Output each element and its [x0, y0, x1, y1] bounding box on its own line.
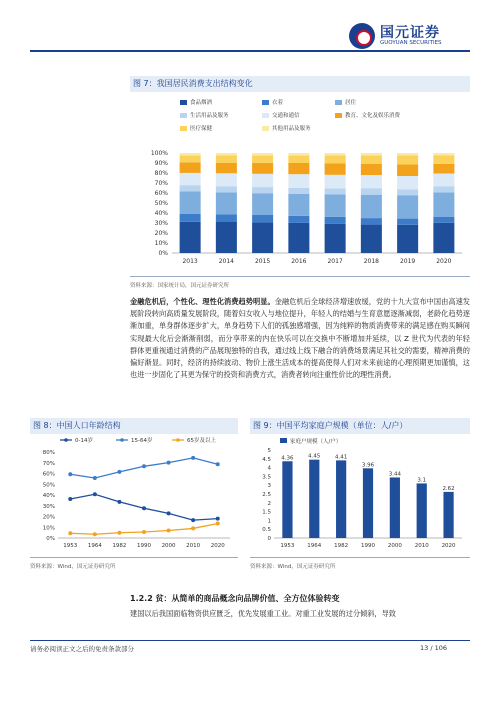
legend-label: 食品烟酒: [190, 100, 213, 106]
legend-label: 家庭户规模（人/户）: [290, 439, 342, 445]
series-point: [167, 528, 171, 532]
fig7-legend-item: [180, 111, 229, 119]
x-tick-label: 1990: [361, 543, 375, 549]
bar-segment: [325, 153, 346, 156]
legend-swatch: [180, 100, 187, 105]
x-tick-label: 2018: [363, 258, 380, 265]
fig7-legend-item: [180, 98, 212, 106]
bar-segment: [433, 153, 454, 155]
bar-segment: [288, 216, 309, 223]
bar-segment: [325, 163, 346, 174]
x-tick-label: 1990: [137, 543, 151, 549]
data-label: 4.45: [308, 453, 321, 460]
bar-segment: [397, 219, 418, 225]
series-point: [93, 476, 97, 480]
legend-label: 衣着: [272, 100, 284, 106]
section-heading: 1.2.2 贫：从简单的商品概念向品牌价值、全方位体验转变: [130, 594, 340, 603]
bar-segment: [252, 187, 273, 193]
data-label: 3.44: [388, 471, 401, 478]
bar-segment: [433, 155, 454, 164]
y-tick-label: 10%: [154, 240, 168, 247]
fig7-legend-item: [335, 111, 400, 119]
legend-label: 居住: [345, 100, 357, 106]
fig8-line-chart: [30, 436, 238, 556]
data-label: 4.36: [281, 455, 294, 462]
body-paragraph: [130, 296, 470, 381]
y-tick-label: 70%: [154, 180, 168, 187]
bar-segment: [433, 217, 454, 223]
bar-segment: [433, 174, 454, 187]
bar-segment: [216, 163, 237, 174]
x-tick-label: 2016: [291, 258, 307, 265]
legend-swatch: [180, 126, 187, 131]
series-point: [93, 532, 97, 536]
fig7-source: 资料来源：国家统计局，国元证券研究所: [130, 283, 230, 289]
legend-swatch: [262, 113, 269, 118]
series-point: [68, 472, 72, 476]
series-point: [142, 530, 146, 534]
y-tick-label: 3.5: [262, 474, 271, 481]
bar-segment: [325, 188, 346, 194]
y-tick-label: 10%: [42, 525, 55, 532]
series-point: [142, 464, 146, 468]
page-number: 13 / 106: [420, 644, 447, 652]
y-tick-label: 0%: [46, 536, 55, 542]
logo-emblem-icon: [349, 23, 375, 49]
fig7-rule: [130, 276, 470, 277]
bar-segment: [288, 194, 309, 216]
fig7-legend-item: [180, 124, 212, 132]
y-tick-label: 2: [267, 500, 271, 507]
bar-segment: [397, 156, 418, 165]
series-point: [216, 521, 220, 525]
data-label: 4.41: [335, 454, 348, 461]
y-tick-label: 2.5: [262, 492, 271, 498]
bar-segment: [288, 163, 309, 174]
logo-name-cn: 国元证券: [380, 25, 440, 41]
y-tick-label: 0%: [158, 250, 168, 257]
y-tick-label: 40%: [42, 493, 55, 499]
bar-segment: [397, 195, 418, 218]
y-tick-label: 90%: [154, 160, 168, 167]
y-tick-label: 80%: [42, 450, 55, 456]
bar-segment: [216, 156, 237, 163]
bar-segment: [216, 222, 237, 253]
legend-marker: [64, 438, 68, 442]
bar-segment: [288, 188, 309, 194]
bar-segment: [252, 153, 273, 155]
bar: [336, 460, 346, 538]
company-logo: [349, 22, 471, 52]
legend-swatch: [335, 113, 342, 118]
x-tick-label: 2020: [210, 543, 225, 549]
legend-label: 教育、文化及娱乐消费: [345, 113, 401, 119]
header-rule: [30, 50, 470, 52]
series-point: [191, 526, 195, 530]
fig8-rule: [30, 557, 238, 558]
x-tick-label: 2010: [186, 543, 201, 549]
y-tick-label: 100%: [150, 150, 168, 157]
fig8-title: 图 8：中国人口年龄结构: [30, 418, 238, 434]
y-tick-label: 0.5: [262, 527, 271, 534]
series-point: [142, 506, 146, 510]
legend-label: 65岁及以上: [187, 438, 216, 444]
x-tick-label: 1964: [307, 543, 322, 549]
y-tick-label: 4.5: [262, 456, 271, 463]
legend-swatch: [280, 438, 287, 443]
bar-segment: [180, 162, 201, 173]
series-point: [117, 500, 121, 504]
bar-segment: [361, 195, 382, 218]
bar-segment: [288, 153, 309, 155]
section-first-line: 建国以后我国面临物资供应匮乏，优先发展重工业。对重工业发展的过分倾斜，导致: [130, 609, 396, 618]
legend-marker: [120, 438, 124, 442]
paragraph-lead: 金融危机后，个性化、理性化消费趋势明显。: [130, 297, 275, 306]
legend-label: 生活用品及服务: [190, 113, 229, 119]
bar-segment: [180, 191, 201, 214]
data-label: 3.96: [361, 462, 375, 469]
series-point: [191, 456, 195, 460]
bar-segment: [325, 195, 346, 217]
fig9-svg: [250, 436, 470, 556]
y-tick-label: 4: [267, 465, 271, 472]
bar-segment: [397, 225, 418, 253]
x-tick-label: 2000: [161, 543, 176, 549]
bar-segment: [325, 224, 346, 253]
bar-segment: [361, 225, 382, 253]
y-tick-label: 0: [267, 536, 271, 542]
bar-segment: [397, 176, 418, 189]
bar-segment: [325, 175, 346, 189]
series-point: [68, 497, 72, 501]
bar-segment: [325, 156, 346, 164]
series-point: [117, 531, 121, 535]
legend-label: 交通和通信: [272, 113, 300, 119]
x-tick-label: 2020: [441, 543, 456, 549]
bar-segment: [361, 218, 382, 225]
y-tick-label: 60%: [42, 471, 55, 478]
series-point: [167, 511, 171, 515]
bar-segment: [180, 185, 201, 191]
bar-segment: [252, 155, 273, 162]
bar-segment: [361, 153, 382, 155]
x-tick-label: 2014: [218, 258, 235, 265]
legend-swatch: [180, 113, 187, 118]
bar-segment: [252, 193, 273, 215]
bar: [417, 483, 427, 538]
fig8-svg: [30, 436, 238, 556]
bar-segment: [216, 153, 237, 156]
x-tick-label: 2000: [387, 543, 402, 549]
bar-segment: [361, 189, 382, 195]
bar: [309, 460, 319, 538]
y-tick-label: 20%: [154, 230, 168, 237]
bar-segment: [252, 163, 273, 174]
data-label: 2.62: [442, 485, 455, 492]
y-tick-label: 50%: [42, 482, 55, 489]
fig8-source: 资料来源：Wind，国元证券研究所: [30, 564, 116, 570]
series-point: [216, 462, 220, 466]
bar-segment: [180, 153, 201, 155]
bar-segment: [361, 175, 382, 189]
x-tick-label: 2010: [414, 543, 429, 549]
y-tick-label: 1.5: [262, 509, 271, 516]
bar-segment: [288, 155, 309, 163]
bar-segment: [433, 187, 454, 193]
bar: [390, 477, 400, 538]
y-tick-label: 3: [267, 483, 271, 490]
x-tick-label: 2015: [254, 258, 271, 265]
x-tick-label: 1953: [63, 543, 78, 549]
bar-segment: [252, 174, 273, 187]
footer-rule: [30, 640, 470, 641]
bar-segment: [361, 155, 382, 164]
series-point: [191, 518, 195, 522]
series-point: [117, 470, 121, 474]
bar-segment: [252, 215, 273, 222]
x-tick-label: 2019: [399, 258, 416, 265]
paragraph-body: 金融危机后全球经济增速放缓，党的十九大宣布中国由高速发展阶段转向高质量发展阶段，随着妇女收入与地位提升，年轻人的结婚与生育意愿逐渐减弱，老龄化趋势逐渐加重，单身群体逐步扩大，单身趋势下人们的孤独感增强，因为纯粹的物质消费带来的满足感在购买瞬间实现最大化后会渐渐削弱，而分享带来的内在快乐可以在交换中不断增加并延续，以 Z 世代为代表的年轻群体更重视通过消费的产品展现独特的自我，通过线上线下融合的消费场景满足其社交的需要，精神消费的偏好渐显。同时，经济的持续波动、物价上涨生活成本的提高使得人们对未来前途的心理预期更加谨慎，这也进一步固化了其更为保守的投资和消费方式，消费者转向注重性价比的理性消费。: [130, 297, 470, 380]
bar: [443, 492, 453, 538]
legend-swatch: [262, 126, 269, 131]
bar-segment: [216, 173, 237, 186]
y-tick-label: 5: [267, 448, 271, 454]
logo-name-en: GUOYUAN SECURITIES: [380, 40, 442, 46]
data-label: 3.1: [417, 477, 427, 484]
y-tick-label: 80%: [154, 170, 168, 177]
legend-swatch: [262, 100, 269, 105]
bar: [282, 461, 292, 538]
x-tick-label: 1982: [112, 543, 127, 549]
legend-swatch: [335, 100, 342, 105]
fig7-legend-item: [262, 124, 311, 132]
fig7-legend-item: [335, 98, 356, 106]
bar: [363, 468, 373, 538]
series-point: [167, 461, 171, 465]
x-tick-label: 1964: [87, 543, 102, 549]
bar-segment: [180, 155, 201, 162]
bar-segment: [216, 186, 237, 192]
x-tick-label: 2017: [327, 258, 343, 265]
bar-segment: [433, 192, 454, 217]
x-tick-label: 1982: [334, 543, 349, 549]
bar-segment: [180, 222, 201, 253]
fig9-bar-chart: [250, 436, 470, 556]
bar-segment: [252, 222, 273, 253]
series-point: [68, 531, 72, 535]
fig7-title: 图 7：我国居民消费支出结构变化: [130, 76, 470, 92]
bar-segment: [361, 164, 382, 175]
x-tick-label: 1953: [280, 543, 295, 549]
footer-disclaimer: 请务必阅读正文之后的免责条款部分: [30, 645, 134, 653]
bar-segment: [397, 164, 418, 176]
legend-marker: [176, 438, 180, 442]
bar-segment: [180, 214, 201, 222]
bar-segment: [288, 223, 309, 253]
series-point: [93, 492, 97, 496]
fig7-legend-item: [262, 98, 283, 106]
fig7-legend-item: [262, 111, 300, 119]
y-tick-label: 50%: [154, 200, 168, 207]
bar-segment: [433, 223, 454, 253]
bar-segment: [325, 217, 346, 224]
bar-segment: [397, 189, 418, 195]
bar-segment: [180, 173, 201, 185]
y-tick-label: 30%: [42, 503, 55, 510]
bar-segment: [216, 214, 237, 222]
legend-label: 15-64岁: [131, 438, 153, 444]
legend-label: 其他用品及服务: [272, 126, 311, 132]
y-tick-label: 40%: [154, 210, 168, 217]
bar-segment: [433, 164, 454, 174]
x-tick-label: 2013: [182, 258, 198, 265]
y-tick-label: 30%: [154, 220, 168, 227]
x-tick-label: 2020: [436, 258, 452, 265]
fig9-title: 图 9：中国平均家庭户规模（单位：人/户）: [250, 418, 470, 434]
fig7-svg: [130, 145, 470, 270]
legend-label: 0-14岁: [75, 438, 93, 444]
bar-segment: [216, 192, 237, 214]
fig9-rule: [250, 557, 470, 558]
y-tick-label: 60%: [154, 190, 168, 197]
bar-segment: [397, 153, 418, 156]
series-point: [216, 517, 220, 521]
y-tick-label: 1: [267, 518, 271, 525]
legend-label: 医疗保健: [190, 126, 213, 132]
bar-segment: [288, 174, 309, 188]
y-tick-label: 70%: [42, 460, 55, 467]
fig7-stacked-bar-chart: [130, 145, 470, 270]
y-tick-label: 20%: [42, 514, 55, 521]
fig9-source: 资料来源：Wind，国元证券研究所: [250, 564, 336, 570]
